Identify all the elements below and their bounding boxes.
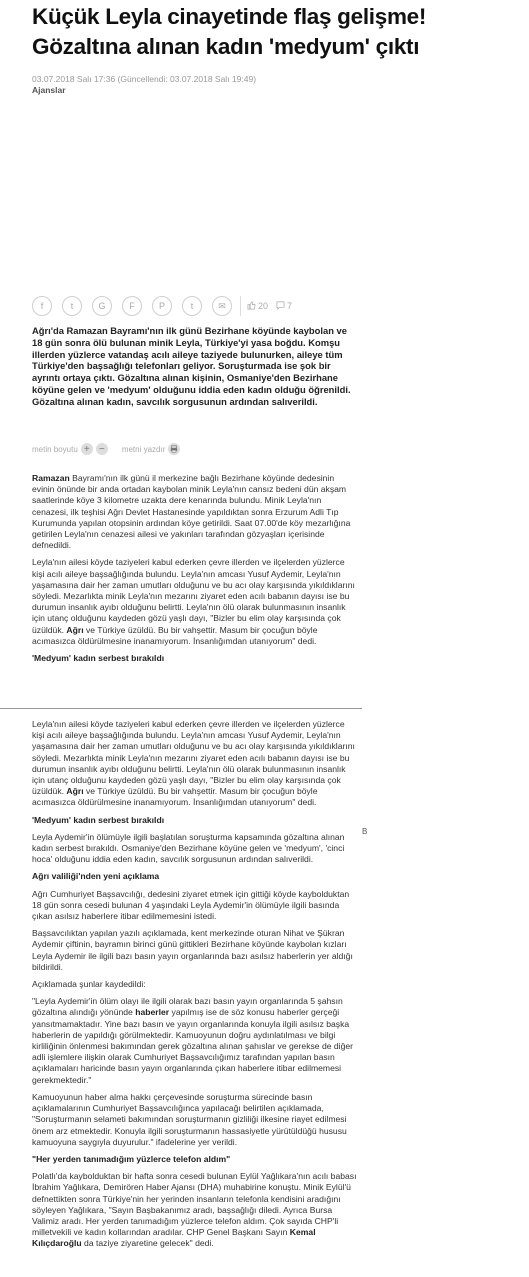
print-label[interactable]: metni yazdır: [121, 444, 166, 454]
paragraph: Ağrı Cumhuriyet Başsavcılığı, dedesini ziyaret etmek için gittiği köyde kaybolduktan 18 gün sonra cesedi bulunan 4 yaşındaki Leyla Aydemir'in ölümüyle ilgili basında çıkan asılsız haberlere itibar edilmemesini istedi.: [32, 888, 350, 922]
font-increase-icon[interactable]: +: [81, 443, 93, 455]
like-count[interactable]: 20: [247, 301, 268, 312]
facebook-icon[interactable]: f: [32, 296, 52, 316]
article-body-second: [32, 719, 358, 1256]
section-heading: Ağrı valiliği'nden yeni açıklama: [32, 871, 160, 882]
article-body-first: [32, 473, 358, 670]
twitter-icon[interactable]: t: [62, 296, 82, 316]
print-icon[interactable]: [168, 443, 180, 455]
section-heading: 'Medyum' kadın serbest bırakıldı: [32, 814, 165, 825]
publish-date: 03.07.2018 Salı 17:36: [32, 74, 116, 84]
tumblr-icon[interactable]: t: [182, 296, 202, 316]
article-source: Ajanslar: [32, 85, 66, 95]
paragraph: Açıklamada şunlar kaydedildi:: [32, 979, 146, 990]
section-heading: 'Medyum' kadın serbest bırakıldı: [32, 653, 165, 664]
paragraph: Ramazan Bayramı'nın ilk günü il merkezine bağlı Bezirhane köyünde dedesinin evinin önünde bir anda ortadan kaybolan minik Leyla'nın cansız bedeni dün akşam saatlerinde köye 3 kilometre uzakta dere kenarında bulundu. Minik Leyla'nın cenazesi, ilk teşhisi Ağrı Devlet Hastanesinde yapıldıktan sonra Erzurum Adli Tıp Kurumunda yapılan otopsinin ardından köye getirildi. Saat 07.00'de köy mezarlığına getirilen Leyla'nın cenazesi ailesi ve yakınları tarafından gözyaşları içerisinde defnedildi.: [32, 473, 351, 551]
comment-count[interactable]: 7: [276, 301, 292, 312]
paragraph: Başsavcılıktan yapılan yazılı açıklamada, kent merkezinde oturan Nihat ve Şükran Aydemir çiftinin, bayramın birinci günü gittikleri Bezirhane köyünde kaybolan kızları Leyla Aydemir ile ilgili bazı basın yayın organlarında bazı asılsız haberlerin yer aldığı bildirildi.: [32, 928, 353, 972]
article-meta: [32, 73, 256, 85]
flipboard-icon[interactable]: F: [122, 296, 142, 316]
paragraph: Leyla'nın ailesi köyde taziyeleri kabul ederken çevre illerden ve ilçelerden yüzlerce kişi acılı aileye başsağlığında bulundu. Leyla'nın amcası Yusuf Aydemir, Leyla'nın yaşamasına dair her zaman umutları olduğunu ve bu acı olay karşısında yıkıldıklarını söyledi. Mezarlıkta minik Leyla'nın mezarını ziyaret eden acılı babanın dayısı ise bu durumun insanlık ayıbı olduğunu belirtti. Leyla'nın ölü olarak bulunmasının insanlık için utanç olduğunu kaydeden gözü yaşlı dayı, "Bizler bu elim olay karşısında çok üzüldük. Ağrı ve Türkiye üzüldü. Bu bir vahşettir. Masum bir çocuğun böyle acımasızca öldürülmesine inanamıyorum. İnsanlığımdan utanıyorum" dedi.: [32, 557, 355, 646]
google-icon[interactable]: G: [92, 296, 112, 316]
article-title: Küçük Leyla cinayetinde flaş gelişme! Gözaltına alınan kadın 'medyum' çıktı: [32, 4, 427, 59]
quote-paragraph: "Leyla Aydemir'in ölüm olayı ile ilgili olarak bazı basın yayın organlarında 5 şahsın gözaltına alındığı yönünde haberler yapılmış ise de söz konusu haberler gerçeği yansıtmamaktadır. Yine bazı basın ve yayın organlarında konuyla ilgili asılsız başka haberlerin de yapıldığı görülmektedir. Kamuoyunun doğru aydınlatılması ve bilgi kirliliğinin önlenmesi bakımından gerek gözaltına alınan şahıslar ve gerekse de diğer adli işlemlere ilişkin olarak Cumhuriyet Başsavcılığımız tarafından yapılan basın açıklamaları haricinde basın yayın organlarında çıkan haberlere itibar edilmemesi gerekmektedir.": [32, 996, 354, 1085]
paragraph: Leyla'nın ailesi köyde taziyeleri kabul ederken çevre illerden ve ilçelerden yüzlerce kişi acılı aileye başsağlığında bulundu. Leyla'nın amcası Yusuf Aydemir, Leyla'nın yaşamasına dair her zaman umutları olduğunu ve bu acı olay karşısında yıkıldıklarını söyledi. Mezarlıkta minik Leyla'nın mezarını ziyaret eden acılı babanın dayısı ise bu durumun insanlık ayıbı olduğunu belirtti. Leyla'nın ölü olarak bulunmasının insanlık için utanç olduğunu kaydeden gözü yaşlı dayı, "Bizler bu elim olay karşısında çok üzüldük. Ağrı ve Türkiye üzüldü. Bu bir vahşettir. Masum bir çocuğun böyle acımasızca öldürülmesine inanamıyorum. İnsanlığımdan utanıyorum" dedi.: [32, 719, 355, 808]
article-lead: Ağrı'da Ramazan Bayramı'nın ilk günü Bezirhane köyünde kaybolan ve 18 gün sonra ölü bulunan minik Leyla, Türkiye'yi yasa boğdu. Komşu illerden yüzlerce vatandaş acılı aileye taziyede bulunurken, aileye tüm Türkiye'den başsağlığı telefonları geliyor. Soruşturmada ise şok bir ayrıntı ortaya çıktı. Gözaltına alınan kişinin, Osmaniye'den Bezirhane köyüne gelen ve 'medyum' olduğunu iddia eden kadın olduğu öğrenildi. Gözaltına alınan kadın, savcılık sorgusunun ardından salıverildi.: [32, 325, 351, 407]
paragraph: Leyla Aydemir'in ölümüyle ilgili başlatılan soruşturma kapsamında gözaltına alınan kadın serbest bırakıldı. Osmaniye'den Bezirhane köyüne gelen ve 'medyum', 'cinci hoca' olduğunu iddia eden kadın, savcılık sorgusunun ardından salıverildi.: [32, 831, 345, 865]
text-controls: [32, 443, 180, 455]
updated-date: (Güncellendi: 03.07.2018 Salı 19:49): [117, 74, 257, 84]
horizontal-rule: [0, 708, 362, 709]
font-size-label: metin boyutu: [32, 444, 78, 454]
paragraph: Polatlı'da kaybolduktan bir hafta sonra cesedi bulunan Eylül Yağlıkara'nın acılı babası İbrahim Yağlıkara, Demirören Haber Ajansı (DHA) muhabirine konuştu. Minik Eylül'ü defnettikten sonra Türkiye'nin her yerinden insanların telefonla kendisini aradığını söyleyen Yağlıkara, "Sayın Başbakanımız aradı, başsağlığı diledi. Ayrıca Bursa Valimiz aradı. Her yerden tanımadığım yüzlerce telefon aldım. Çok sayıda CHP'li milletvekili ve kadın kollarından aradılar. CHP Genel Başkanı Sayın Kemal Kılıçdaroğlu da taziye ziyaretine gelecek" dedi.: [32, 1171, 357, 1249]
pinterest-icon[interactable]: P: [152, 296, 172, 316]
comment-icon: [276, 301, 285, 312]
font-decrease-icon[interactable]: −: [96, 443, 108, 455]
section-heading: "Her yerden tanımadığım yüzlerce telefon aldım": [32, 1153, 231, 1164]
cropped-edge-text: B: [362, 827, 368, 836]
paragraph: Kamuoyunun haber alma hakkı çerçevesinde soruşturma sürecinde basın açıklamalarının Cumhuriyet Başsavcılığınca yapılacağı belirtilen açıklamada, "Soruşturmanın selameti bakımından soruşturmanın gizliliği ilkesine riayet edilmesi önem arz etmektedir. Konuyla ilgili soruşturmanın hassasiyetle yürütüldüğü hususu kamuoyuna saygıyla duyurulur." ifadelerine yer verildi.: [32, 1091, 347, 1147]
thumbs-up-icon: [247, 301, 256, 312]
social-share-bar: [32, 296, 300, 316]
divider: [240, 296, 241, 316]
email-icon[interactable]: ✉: [212, 296, 232, 316]
